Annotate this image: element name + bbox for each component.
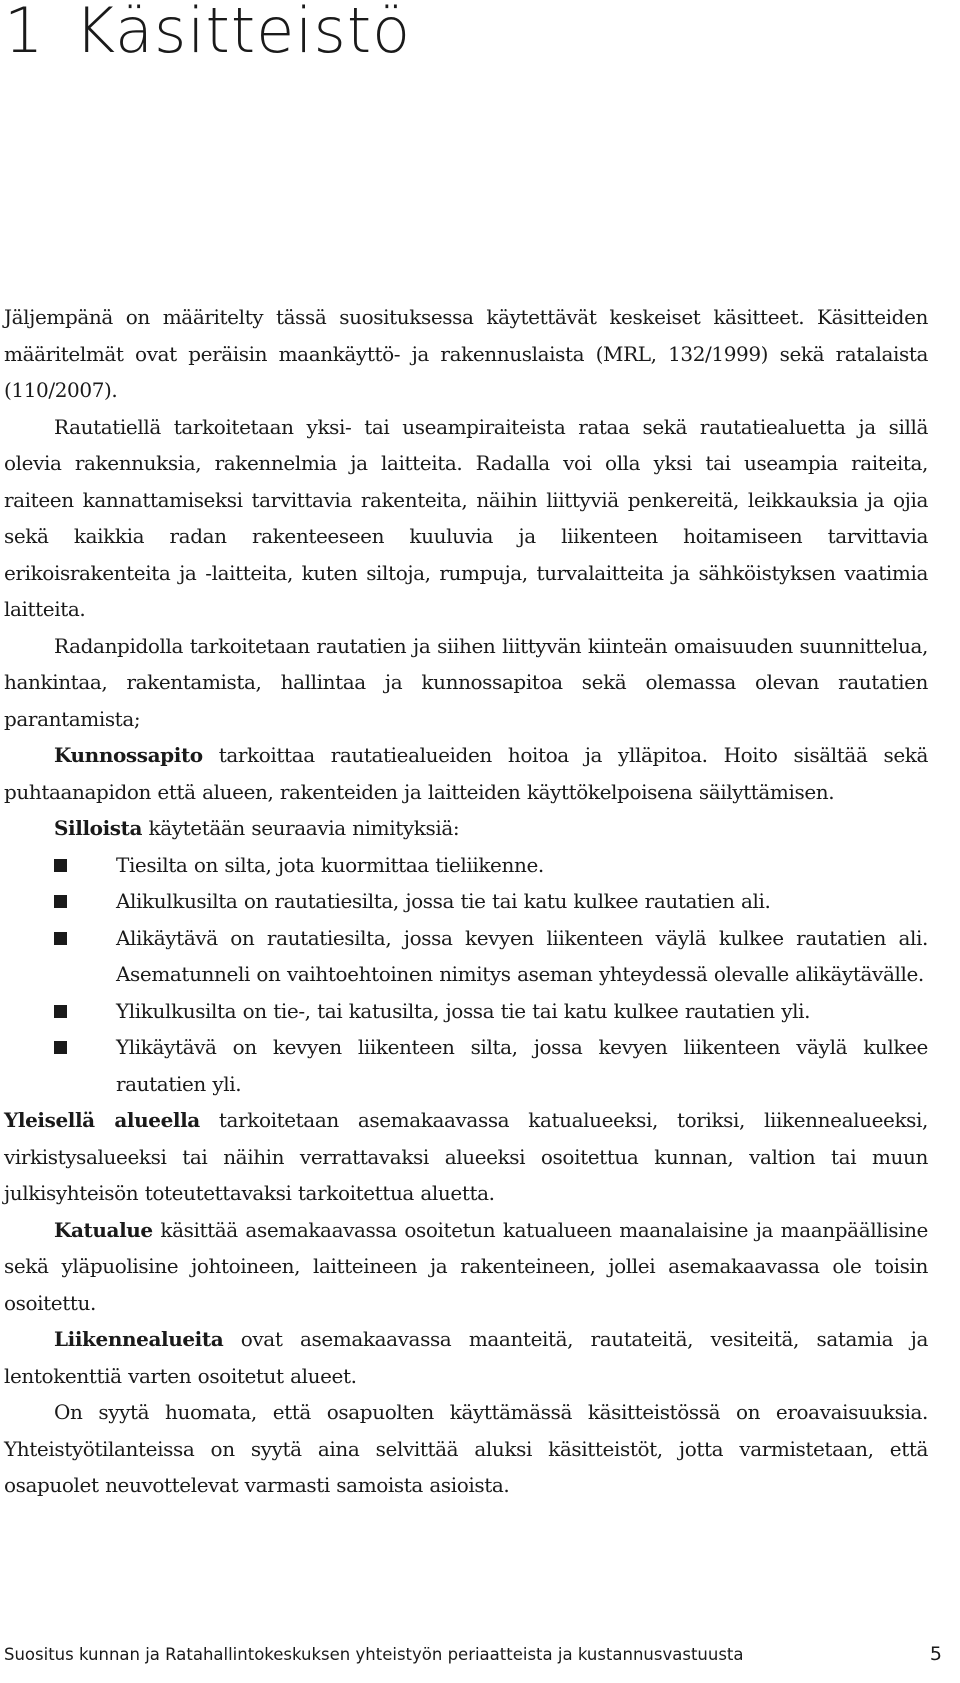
page-heading	[4, 0, 411, 67]
sillat-intro-text: käytetään seuraavia nimityksiä:	[142, 816, 460, 840]
yleinen-alue-text: tarkoitetaan asemakaavassa katualueeksi, toriksi, liikennealueeksi, virkistysalueeksi tai näihin verrattavaksi alueeksi osoitettua kunnan, valtion tai muun julkisyhteisön toteutettavaksi tarkoitettua aluetta.	[4, 1108, 928, 1205]
chapter-number: 1	[4, 0, 45, 67]
chapter-title: Käsitteistö	[74, 0, 412, 67]
liikennealue-text: ovat asemakaavassa maanteitä, rautateitä, vesiteitä, satamia ja lentokenttiä varten osoitetut alueet.	[4, 1327, 928, 1388]
list-item: Alikulkusilta on rautatiesilta, jossa tie tai katu kulkee rautatien ali.	[54, 883, 928, 920]
kunnossapito-text: tarkoittaa rautatiealueiden hoitoa ja ylläpitoa. Hoito sisältää sekä puhtaanapidon että alueen, rakenteiden ja laitteiden käyttökelpoisena säilyttämisen.	[4, 743, 928, 804]
katualue-paragraph	[4, 1212, 928, 1322]
footer-title: Suositus kunnan ja Ratahallintokeskuksen yhteistyön periaatteista ja kustannusvastuusta	[4, 1645, 744, 1664]
note-paragraph: On syytä huomata, että osapuolten käyttämässä käsitteistössä on eroavaisuuksia. Yhteistyötilanteissa on syytä aina selvittää aluksi käsitteistöt, jotta varmistetaan, että osapuolet neuvottelevat varmasti samoista asioista.	[4, 1400, 928, 1497]
intro-paragraph: Jäljempänä on määritelty tässä suosituksessa käytettävät keskeiset käsitteet. Käsitteiden määritelmät ovat peräisin maankäyttö- ja rakennuslaista (MRL, 132/1999) sekä ratalaista (110/2007).	[4, 305, 928, 402]
kunnossapito-paragraph	[4, 737, 928, 810]
term-yleisella-alueella: Yleisellä alueella	[4, 1108, 200, 1132]
radanpito-paragraph: Radanpidolla tarkoitetaan rautatien ja siihen liittyvän kiinteän omaisuuden suunnittelua, hankintaa, rakentamista, hallintaa ja kunnossapitoa sekä olemassa olevan rautatien parantamista;	[4, 633, 928, 731]
term-liikennealueita: Liikennealueita	[54, 1327, 224, 1351]
document-body	[4, 299, 928, 1504]
rautatie-paragraph: Rautatiellä tarkoitetaan yksi- tai useampiraiteista rataa sekä rautatiealuetta ja sillä olevia rakennuksia, rakennelmia ja laitteita. Radalla voi olla yksi tai useampia raiteita, raiteen kannattamiseksi tarvittavia rakenteita, näihin liittyviä penkereitä, leikkauksia ja ojia sekä kaikkia radan rakenteeseen kuuluvia ja liikenteen hoitamiseen tarvittavia erikoisrakenteita ja -laitteita, kuten siltoja, rumpuja, turvalaitteita ja sähköistyksen vaatimia laitteita.	[4, 414, 928, 621]
term-silloista: Silloista	[54, 816, 143, 840]
yleinen-alue-paragraph	[4, 1102, 928, 1212]
bridge-types-list	[4, 847, 928, 1103]
list-item: Alikäytävä on rautatiesilta, jossa kevyen liikenteen väylä kulkee rautatien ali. Asematunneli on vaihtoehtoinen nimitys aseman yhteydessä olevalle alikäytävälle.	[54, 920, 928, 993]
term-katualue: Katualue	[54, 1217, 153, 1242]
list-item: Tiesilta on silta, jota kuormittaa tieliikenne.	[54, 847, 928, 884]
page-footer	[4, 1643, 942, 1665]
sillat-intro	[4, 810, 928, 847]
square-bullet-icon	[54, 859, 67, 872]
square-bullet-icon	[54, 1005, 67, 1018]
list-item: Ylikäytävä on kevyen liikenteen silta, jossa kevyen liikenteen väylä kulkee rautatien yli.	[54, 1029, 928, 1102]
square-bullet-icon	[54, 932, 67, 945]
list-item: Ylikulkusilta on tie-, tai katusilta, jossa tie tai katu kulkee rautatien yli.	[54, 993, 928, 1030]
page-number: 5	[929, 1643, 942, 1665]
term-kunnossapito: Kunnossapito	[54, 743, 203, 767]
square-bullet-icon	[54, 1041, 67, 1054]
liikennealue-paragraph	[4, 1321, 928, 1394]
square-bullet-icon	[54, 895, 67, 908]
katualue-text: käsittää asemakaavassa osoitetun katualueen maanalaisine ja maanpäällisine sekä yläpuolisine johtoineen, laitteineen ja rakenteineen, jollei asemakaavassa ole toisin osoitettu.	[4, 1217, 928, 1315]
